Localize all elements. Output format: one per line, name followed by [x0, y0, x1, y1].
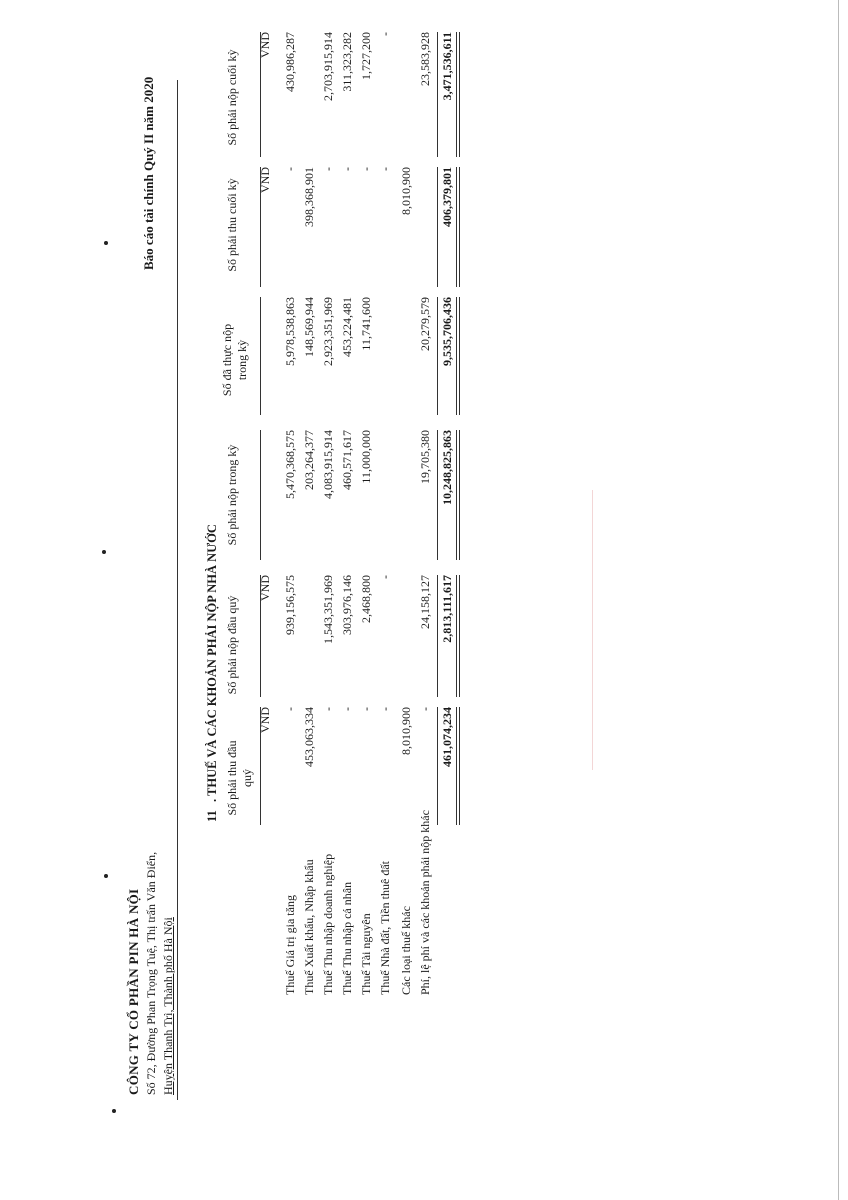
total-c3: 10,248,825,863 — [440, 430, 454, 505]
column-header-6: Số phải nộp cuối kỳ — [225, 49, 239, 146]
scan-mark — [104, 241, 108, 245]
cell-r3-c2: 1,543,351,969 — [321, 575, 335, 644]
unit-col-2: VND — [258, 575, 272, 601]
cell-r5-c1: - — [359, 707, 373, 711]
cell-r4-c5: - — [340, 167, 354, 171]
cell-r5-c2: 2,468,800 — [359, 575, 373, 623]
cell-r7-c5: 8,010,900 — [399, 167, 413, 215]
cell-r1-c5: - — [283, 167, 297, 171]
row-label-6: Thuế Nhà đất, Tiền thuê đất — [378, 861, 392, 995]
faint-stroke — [592, 490, 593, 770]
column-header-3: Số phải nộp trong kỳ — [225, 444, 239, 546]
column-header-1: Số phải thu đầu quý — [225, 740, 254, 816]
cell-r4-c1: - — [340, 707, 354, 711]
row-label-2: Thuế Xuất khẩu, Nhập khẩu — [302, 859, 316, 995]
company-name: CÔNG TY CỔ PHẦN PIN HÀ NỘI — [126, 888, 141, 1095]
cell-r1-c3: 5,470,368,575 — [283, 430, 297, 499]
section-title: . THUẾ VÀ CÁC KHOẢN PHẢI NỘP NHÀ NƯỚC — [205, 524, 219, 802]
cell-r1-c4: 5,978,538,863 — [283, 297, 297, 366]
row-label-1: Thuế Giá trị gia tăng — [283, 895, 297, 995]
cell-r6-c1: - — [378, 707, 392, 711]
cell-r3-c5: - — [321, 167, 335, 171]
cell-r6-c6: - — [378, 32, 392, 36]
scan-mark — [104, 874, 108, 878]
row-label-5: Thuế Tài nguyên — [359, 913, 373, 995]
cell-r1-c6: 430,986,287 — [283, 32, 297, 92]
cell-r3-c1: - — [321, 707, 335, 711]
report-title: Báo cáo tài chính Quý II năm 2020 — [141, 76, 156, 270]
cell-r5-c4: 11,741,600 — [359, 297, 373, 351]
cell-r1-c2: 939,156,575 — [283, 575, 297, 635]
scan-edge — [838, 0, 839, 1200]
total-c2: 2,813,111,617 — [440, 575, 454, 643]
cell-r4-c4: 453,224,481 — [340, 297, 354, 357]
unit-col-5: VND — [258, 167, 272, 193]
cell-r1-c1: - — [283, 707, 297, 711]
total-c1: 461,074,234 — [440, 707, 454, 767]
total-c6: 3,471,536,611 — [440, 32, 454, 101]
cell-r4-c2: 303,976,146 — [340, 575, 354, 635]
cell-r8-c2: 24,158,127 — [418, 575, 432, 629]
cell-r7-c1: 8,010,900 — [399, 707, 413, 755]
cell-r5-c3: 11,000,000 — [359, 430, 373, 484]
cell-r2-c3: 203,264,377 — [302, 430, 316, 490]
total-c4: 9,535,706,436 — [440, 297, 454, 366]
column-header-2: Số phải nộp đầu quý — [225, 595, 239, 695]
cell-r3-c3: 4,083,915,914 — [321, 430, 335, 499]
row-label-3: Thuế Thu nhập doanh nghiệp — [321, 853, 335, 995]
cell-r6-c5: - — [378, 167, 392, 171]
row-label-4: Thuế Thu nhập cá nhân — [340, 881, 354, 995]
cell-r3-c4: 2,923,351,969 — [321, 297, 335, 366]
company-address-line2: Huyện Thanh Trì, Thành phố Hà Nội — [161, 917, 175, 1095]
row-label-8: Phí, lệ phí và các khoản phải nộp khác — [418, 810, 432, 995]
cell-r2-c5: 398,368,901 — [302, 167, 316, 227]
section-number: 11 — [205, 810, 219, 822]
cell-r5-c6: 1,727,200 — [359, 32, 373, 80]
company-address-line1: Số 72, Đường Phan Trọng Tuệ, Thị trấn Văn Điển, — [144, 851, 158, 1095]
total-c5: 406,379,801 — [440, 167, 454, 227]
unit-col-6: VND — [258, 32, 272, 58]
cell-r2-c4: 148,569,944 — [302, 297, 316, 357]
cell-r4-c6: 311,323,282 — [340, 32, 354, 92]
cell-r8-c1: - — [418, 707, 432, 711]
column-header-4: Số đã thực nộp trong kỳ — [220, 323, 249, 397]
cell-r2-c1: 453,063,334 — [302, 707, 316, 767]
cell-r8-c4: 20,279,579 — [418, 297, 432, 351]
cell-r6-c2: - — [378, 575, 392, 579]
cell-r8-c3: 19,705,380 — [418, 430, 432, 484]
cell-r3-c6: 2,703,915,914 — [321, 32, 335, 101]
row-label-7: Các loại thuế khác — [399, 906, 413, 995]
header-rule — [177, 80, 178, 1100]
cell-r5-c5: - — [359, 167, 373, 171]
unit-col-1: VND — [258, 707, 272, 733]
cell-r8-c6: 23,583,928 — [418, 32, 432, 86]
column-header-5: Số phải thu cuối kỳ — [225, 178, 239, 272]
cell-r4-c3: 460,571,617 — [340, 430, 354, 490]
scan-mark — [112, 1109, 116, 1113]
scan-mark — [102, 550, 106, 554]
